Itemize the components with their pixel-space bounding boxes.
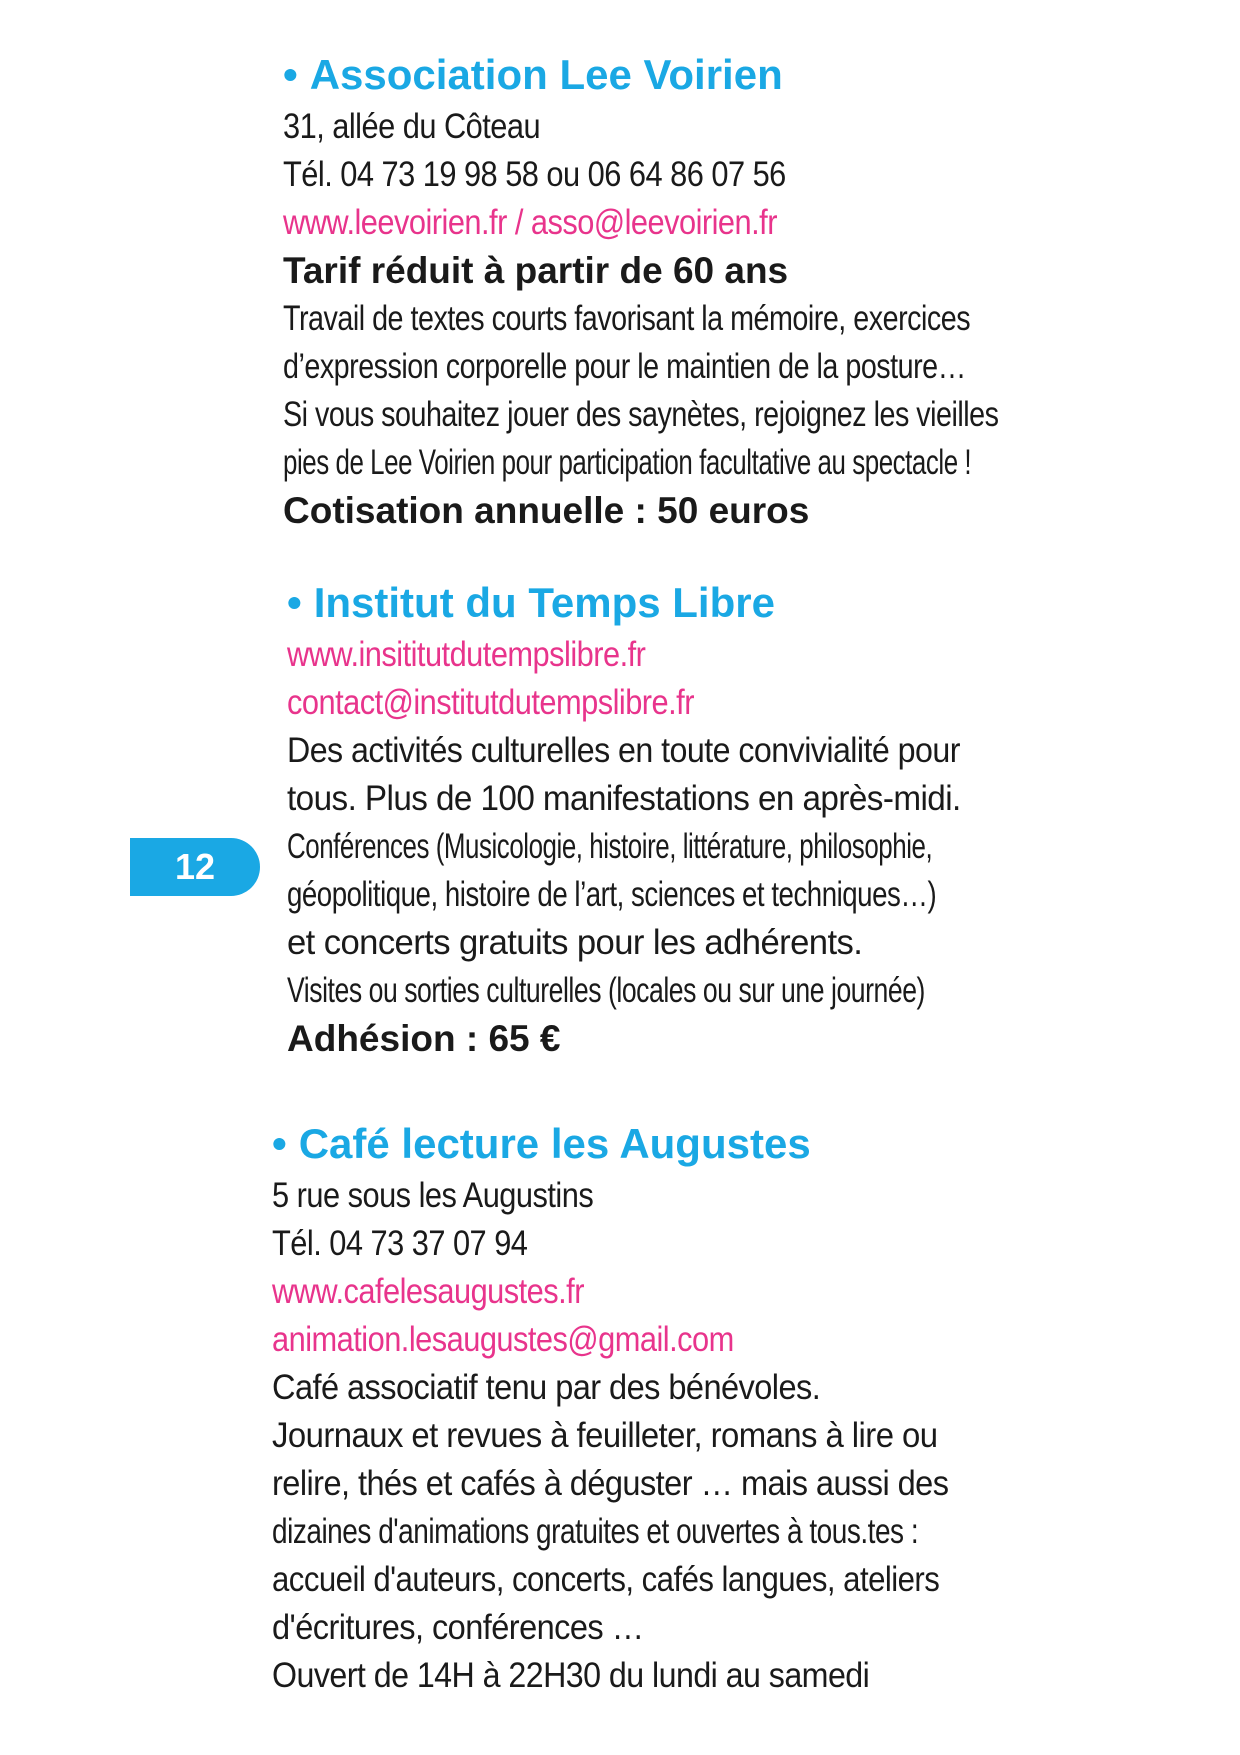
description-line: Café associatif tenu par des bénévoles. <box>272 1368 821 1407</box>
section-title <box>283 47 1103 103</box>
section-cafe-augustes <box>272 1116 1092 1700</box>
title-text: Association Lee Voirien <box>309 51 783 98</box>
description-line: tous. Plus de 100 manifestations en après-midi. <box>287 779 961 818</box>
section-lee-voirien <box>283 47 1103 535</box>
description-line: Conférences (Musicologie, histoire, littérature, philosophie, <box>287 827 933 866</box>
section-title <box>287 575 1107 631</box>
description-line: Visites ou sorties culturelles (locales ou sur une journée) <box>287 971 925 1010</box>
description-line: géopolitique, histoire de l’art, sciences et techniques…) <box>287 875 937 914</box>
description-line: et concerts gratuits pour les adhérents. <box>287 923 863 962</box>
bullet-icon: • <box>283 51 298 98</box>
tarif-note: Tarif réduit à partir de 60 ans <box>283 250 789 291</box>
description-line: Travail de textes courts favorisant la mémoire, exercices <box>283 299 971 338</box>
email-link[interactable]: contact@institutdutempslibre.fr <box>287 683 694 722</box>
description-line: relire, thés et cafés à déguster … mais aussi des <box>272 1464 949 1503</box>
price: Adhésion : 65 € <box>287 1018 561 1059</box>
address: 31, allée du Côteau <box>283 107 541 146</box>
section-institut-temps-libre <box>287 575 1107 1063</box>
title-text: Institut du Temps Libre <box>313 579 775 626</box>
section-title <box>272 1116 1092 1172</box>
website-link[interactable]: www.insititutdutempslibre.fr <box>287 635 646 674</box>
phone: Tél. 04 73 19 98 58 ou 06 64 86 07 56 <box>283 155 786 194</box>
description-line: d’expression corporelle pour le maintien de la posture… <box>283 347 966 386</box>
website-email-link[interactable]: www.leevoirien.fr / asso@leevoirien.fr <box>283 203 777 242</box>
email-link[interactable]: animation.lesaugustes@gmail.com <box>272 1320 734 1359</box>
description-line: accueil d'auteurs, concerts, cafés langues, ateliers <box>272 1560 940 1599</box>
address: 5 rue sous les Augustins <box>272 1176 594 1215</box>
bullet-icon: • <box>287 579 302 626</box>
bullet-icon: • <box>272 1120 287 1167</box>
description-line: pies de Lee Voirien pour participation facultative au spectacle ! <box>283 443 972 482</box>
description-line: dizaines d'animations gratuites et ouvertes à tous.tes : <box>272 1512 919 1551</box>
description-line: d'écritures, conférences … <box>272 1608 644 1647</box>
website-link[interactable]: www.cafelesaugustes.fr <box>272 1272 584 1311</box>
description-line: Ouvert de 14H à 22H30 du lundi au samedi <box>272 1656 870 1695</box>
description-line: Des activités culturelles en toute convivialité pour <box>287 731 960 770</box>
title-text: Café lecture les Augustes <box>298 1120 811 1167</box>
description-line: Journaux et revues à feuilleter, romans à lire ou <box>272 1416 938 1455</box>
phone: Tél. 04 73 37 07 94 <box>272 1224 528 1263</box>
price: Cotisation annuelle : 50 euros <box>283 490 810 531</box>
description-line: Si vous souhaitez jouer des saynètes, rejoignez les vieilles <box>283 395 999 434</box>
page-number-tab: 12 <box>130 838 260 896</box>
